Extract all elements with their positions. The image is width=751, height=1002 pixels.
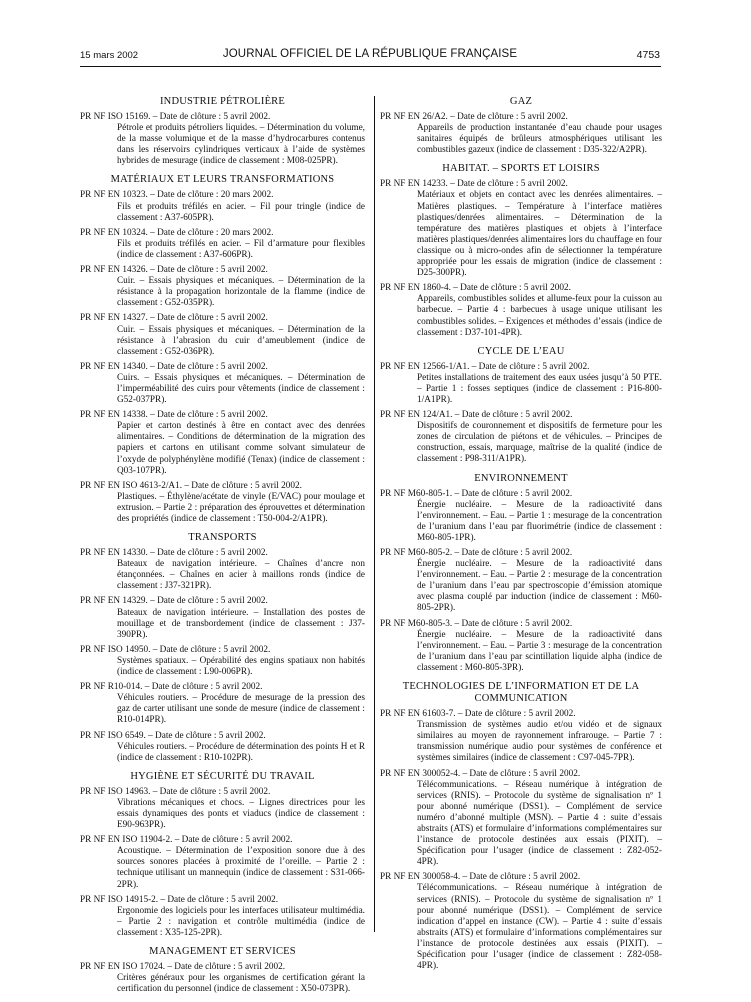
entry-description: Fils et produits tréfilés en acier. – Fil d’armature pour flexibles (indice de classement : A37-606PR). xyxy=(117,238,365,260)
entry-description: Véhicules routiers. – Procédure de détermination des points H et R (indice de classement : R10-102PR). xyxy=(117,741,365,763)
entry-description: Appareils de production instantanée d’eau chaude pour usages sanitaires équipés de brûleurs atmosphériques utilisant les combustibles gazeux (indice de classement : D35-322/A2PR). xyxy=(417,123,662,156)
standard-entry xyxy=(80,548,365,592)
page-header xyxy=(80,48,660,64)
entry-reference: PR NF EN 14329. – Date de clôture : 5 avril 2002. xyxy=(80,596,268,607)
left-column xyxy=(80,96,365,1002)
entry-reference: PR NF M60-805-2. – Date de clôture : 5 avril 2002. xyxy=(380,548,573,558)
section-title: CYCLE DE L’EAU xyxy=(477,345,565,357)
section-title: ENVIRONNEMENT xyxy=(474,472,568,484)
entry-description: Ergonomie des logiciels pour les interfaces utilisateur multimédia. – Partie 2 : navigation et contrôle multimédia (indice de classement : X35-125-2PR). xyxy=(117,905,365,938)
entry-reference: PR NF M60-805-1. – Date de clôture : 5 avril 2002. xyxy=(380,488,573,499)
standard-entry xyxy=(380,410,662,465)
entry-description: Bateaux de navigation intérieure. – Installation des postes de mouillage et de transbordement (indice de classement : J37-390PR). xyxy=(117,607,365,640)
entry-description: Cuir. – Essais physiques et mécaniques. – Détermination de la résistance à la propagation horizontale de la flamme (indice de classement : G52-035PR). xyxy=(117,276,365,309)
entry-description: Télécommunications. – Réseau numérique à intégration de services (RNIS). – Protocole du système de signalisation nº 1 pour abonné numérique (DSS1). – Complément de service indication d’appel en instance (CW). – Partie 4 : suite d’essais abstraits (ATS) et formulaire d’informations complémentaires sur l’instance de protocole destinées aux essais (PIXIT). – Spécification pour l’usager (indice de classement : Z82-058-4PR). xyxy=(417,883,662,972)
standard-entry xyxy=(80,228,365,261)
entry-reference: PR NF EN 14330. – Date de clôture : 5 avril 2002. xyxy=(80,548,268,559)
entry-reference: PR NF ISO 14950. – Date de clôture : 5 avril 2002. xyxy=(80,644,271,655)
section-title: TECHNOLOGIES DE L’INFORMATION ET DE LA COMMUNICATION xyxy=(402,681,640,705)
entry-description: Plastiques. – Éthylène/acétate de vinyle (E/VAC) pour moulage et extrusion. – Partie 2 : préparation des éprouvettes et détermination des propriétés (indice de classement : T50-004-2/A1PR). xyxy=(117,491,365,524)
entry-reference: PR NF EN 12566-1/A1. – Date de clôture : 5 avril 2002. xyxy=(380,361,590,372)
right-column xyxy=(380,96,662,979)
standard-entry xyxy=(380,709,662,764)
entry-description: Pétrole et produits pétroliers liquides. – Détermination du volume, de la masse volumique et de la masse d’hydrocarbures contenus dans les réservoirs cylindriques verticaux à l’aide de systèmes hybrides de mesurage (indice de classement : M08-025PR). xyxy=(117,123,365,167)
entry-reference: PR NF EN 14340. – Date de clôture : 5 avril 2002. xyxy=(80,361,268,372)
entry-reference: PR NF ISO 6549. – Date de clôture : 5 avril 2002. xyxy=(80,730,266,741)
header-rule xyxy=(80,66,661,67)
entry-description: Transmission de systèmes audio et/ou vidéo et de signaux similaires au moyen de rayonnement infrarouge. – Partie 7 : transmission numérique audio pour systèmes de conférence et systèmes similaires (indice de classement : C97-045-7PR). xyxy=(417,720,662,764)
standard-entry xyxy=(80,787,365,831)
entry-reference: PR NF EN ISO 4613-2/A1. – Date de clôture : 5 avril 2002. xyxy=(80,480,302,491)
standard-entry xyxy=(80,313,365,357)
entry-description: Matériaux et objets en contact avec les denrées alimentaires. – Matières plastiques. – Température à l’interface matières plastiques/denrées alimentaires. – Détermination de la température des matières plastiques et objets à l’interface matières plastiques/denrées alimentaires lors du chauffage en four classique ou à micro-ondes afin de sélectionner la température appropriée pour les essais de migration (indice de classement : D25-300PR). xyxy=(417,190,662,279)
entry-description: Vibrations mécaniques et chocs. – Lignes directrices pour les essais dynamiques des ponts et viaducs (indice de classement : E90-963PR). xyxy=(117,797,365,831)
entry-reference: PR NF EN 14326. – Date de clôture : 5 avril 2002. xyxy=(80,265,268,276)
standard-entry xyxy=(380,283,662,338)
entry-description: Critères généraux pour les organismes de certification gérant la certification du personnel (indice de classement : X50-073PR). xyxy=(117,973,365,995)
standard-entry xyxy=(80,265,365,309)
standard-entry xyxy=(380,179,662,279)
entry-description: Fils et produits tréfilés en acier. – Fil pour tringle (indice de classement : A37-605PR). xyxy=(117,201,365,223)
page-number: 4753 xyxy=(636,49,660,61)
entry-reference: PR NF R10-014. – Date de clôture : 5 avril 2002. xyxy=(80,682,263,693)
standard-entry xyxy=(80,895,365,939)
standard-entry xyxy=(80,481,365,525)
section-title: MANAGEMENT ET SERVICES xyxy=(149,946,296,957)
entry-description: Cuir. – Essais physiques et mécaniques. – Détermination de la résistance à l’abrasion du cuir d’ameublement (indice de classement : G52-036PR). xyxy=(117,324,365,357)
entry-reference: PR NF EN 10324. – Date de clôture : 20 mars 2002. xyxy=(80,227,274,238)
standard-entry xyxy=(80,835,365,890)
entry-description: Véhicules routiers. – Procédure de mesurage de la pression des gaz de carter utilisant une sonde de mesure (indice de classement : R10-014PR). xyxy=(117,693,365,726)
standard-entry xyxy=(80,410,365,477)
standard-entry xyxy=(380,362,662,406)
entry-description: Systèmes spatiaux. – Opérabilité des engins spatiaux non habités (indice de classement : L90-006PR). xyxy=(117,655,365,678)
section-title: INDUSTRIE PÉTROLIÈRE xyxy=(159,96,286,107)
entry-reference: PR NF ISO 14963. – Date de clôture : 5 avril 2002. xyxy=(80,786,271,797)
entry-reference: PR NF EN 124/A1. – Date de clôture : 5 avril 2002. xyxy=(380,410,573,421)
standard-entry xyxy=(80,190,365,223)
entry-reference: PR NF ISO 15169. – Date de clôture : 5 avril 2002. xyxy=(80,112,271,122)
standard-entry xyxy=(80,682,365,726)
section-title: GAZ xyxy=(509,96,533,107)
standard-entry xyxy=(80,362,365,406)
standard-entry xyxy=(80,112,365,167)
column-divider xyxy=(374,96,375,932)
standard-entry xyxy=(380,769,662,869)
entry-description: Énergie nucléaire. – Mesure de la radioactivité dans l’environnement. – Eau. – Partie 2 : mesurage de la concentration de l’uranium dans l’eau par spectroscopie d’émission atomique avec plasma couplé par induction (indice de classement : M60-805-2PR). xyxy=(417,559,662,614)
entry-reference: PR NF EN 61603-7. – Date de clôture : 5 avril 2002. xyxy=(380,709,576,720)
standard-entry xyxy=(80,731,365,764)
entry-description: Bateaux de navigation intérieure. – Chaînes d’ancre non étançonnées. – Chaînes en acier à maillons ronds (indice de classement : J37-321PR). xyxy=(117,559,365,592)
entry-description: Papier et carton destinés à être en contact avec des denrées alimentaires. – Conditions de détermination de la migration des papiers et cartons en utilisant comme solvant simulateur de l’oxyde de polyphénylène modifié (Tenax) (indice de classement : Q03-107PR). xyxy=(117,421,365,476)
entry-reference: PR NF EN 300052-4. – Date de clôture : 5 avril 2002. xyxy=(380,768,581,779)
standard-entry xyxy=(380,872,662,972)
section-title: HABITAT. – SPORTS ET LOISIRS xyxy=(442,163,600,175)
standard-entry xyxy=(80,596,365,640)
entry-description: Appareils, combustibles solides et allume-feux pour la cuisson au barbecue. – Partie 4 : barbecues à usage unique utilisant les combustibles solides. – Exigences et méthodes d’essais (indice de classement : D37-101-4PR). xyxy=(417,294,662,338)
entry-description: Énergie nucléaire. – Mesure de la radioactivité dans l’environnement. – Eau. – Partie 1 : mesurage de la concentration de l’uranium dans l’eau par fluorimétrie (indice de classement : M60-805-1PR). xyxy=(417,499,662,543)
entry-description: Petites installations de traitement des eaux usées jusqu’à 50 PTE. – Partie 1 : fosses septiques (indice de classement : P16-800-1/A1PR). xyxy=(417,372,662,405)
standard-entry xyxy=(380,619,662,674)
standard-entry xyxy=(380,489,662,544)
entry-description: Énergie nucléaire. – Mesure de la radioactivité dans l’environnement. – Eau. – Partie 3 : mesurage de la concentration de l’uranium dans l’eau par scintillation liquide alpha (indice de classement : M60-805-3PR). xyxy=(417,629,662,673)
section-title: MATÉRIAUX ET LEURS TRANSFORMATIONS xyxy=(110,174,335,186)
entry-reference: PR NF M60-805-3. – Date de clôture : 5 avril 2002. xyxy=(380,618,573,629)
entry-reference: PR NF EN 14327. – Date de clôture : 5 avril 2002. xyxy=(80,313,268,324)
journal-title: JOURNAL OFFICIEL DE LA RÉPUBLIQUE FRANÇAISE xyxy=(222,48,518,60)
standard-entry xyxy=(80,962,365,995)
entry-reference: PR NF EN 14338. – Date de clôture : 5 avril 2002. xyxy=(80,410,268,421)
entry-description: Dispositifs de couronnement et dispositifs de fermeture pour les zones de circulation de piétons et de véhicules. – Principes de construction, essais, marquage, maîtrise de la qualité (indice de classement : P98-311/A1PR). xyxy=(417,421,662,465)
standard-entry xyxy=(80,645,365,678)
entry-reference: PR NF EN 10323. – Date de clôture : 20 mars 2002. xyxy=(80,190,274,201)
section-title: HYGIÈNE ET SÉCURITÉ DU TRAVAIL xyxy=(130,770,315,782)
entry-reference: PR NF EN 26/A2. – Date de clôture : 5 avril 2002. xyxy=(380,112,568,122)
entry-reference: PR NF ISO 14915-2. – Date de clôture : 5 avril 2002. xyxy=(80,894,279,905)
issue-date: 15 mars 2002 xyxy=(80,50,139,61)
entry-description: Télécommunications. – Réseau numérique à intégration de services (RNIS). – Protocole du système de signalisation nº 1 pour abonné numérique (DSS1). – Complément de service numéro d’abonné multiple (MSN). – Partie 4 : suite d’essais abstraits (ATS) et formulaire d’informations complémentaires sur l’instance de protocole destinées aux essais (PIXIT). – Spécification pour l’usager (indice de classement : Z82-052-4PR). xyxy=(417,779,662,868)
entry-reference: PR NF EN 300058-4. – Date de clôture : 5 avril 2002. xyxy=(380,872,581,883)
standard-entry xyxy=(380,548,662,615)
section-title: TRANSPORTS xyxy=(188,532,257,544)
entry-description: Acoustique. – Détermination de l’exposition sonore due à des sources sonores placées à proximité de l’oreille. – Partie 2 : technique utilisant un mannequin (indice de classement : S31-066-2PR). xyxy=(117,846,365,890)
entry-reference: PR NF EN ISO 17024. – Date de clôture : 5 avril 2002. xyxy=(80,962,286,972)
entry-reference: PR NF EN ISO 11904-2. – Date de clôture : 5 avril 2002. xyxy=(80,835,293,846)
entry-reference: PR NF EN 1860-4. – Date de clôture : 5 avril 2002. xyxy=(380,283,571,294)
entry-reference: PR NF EN 14233. – Date de clôture : 5 avril 2002. xyxy=(380,179,568,190)
entry-description: Cuirs. – Essais physiques et mécaniques. – Détermination de l’imperméabilité des cuirs pour vêtements (indice de classement : G52-037PR). xyxy=(117,372,365,406)
standard-entry xyxy=(380,112,662,156)
